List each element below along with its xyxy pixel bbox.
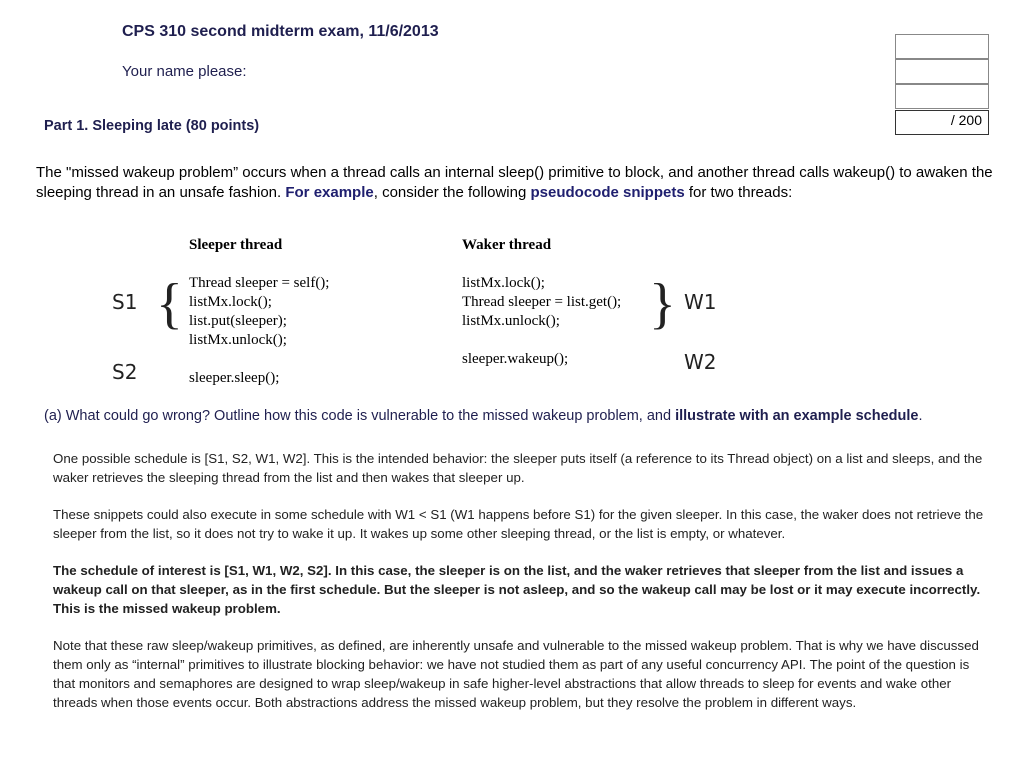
answer-paragraph-2: These snippets could also execute in some schedule with W1 < S1 (W1 happens before S1) for the given sleeper. In this case, the waker does not retrieve the sleeper from the list, so it does not try to wake it up. It wakes up some other sleeping thread, or the list is empty, or whatever. bbox=[53, 507, 984, 541]
score-total-label: / 200 bbox=[950, 112, 982, 128]
label-w2: W2 bbox=[684, 350, 717, 374]
code-line: Thread sleeper = self(); bbox=[189, 275, 330, 291]
question-a: (a) What could go wrong? Outline how this code is vulnerable to the missed wakeup problem, and illustrate with an example schedule. bbox=[44, 408, 923, 424]
code-blank-line bbox=[189, 350, 329, 369]
code-line: list.put(sleeper); bbox=[189, 313, 287, 329]
code-line: Thread sleeper = list.get(); bbox=[462, 294, 622, 310]
open-brace: { bbox=[156, 273, 183, 335]
code-line: listMx.lock(); bbox=[462, 275, 545, 291]
code-line: sleeper.sleep(); bbox=[189, 370, 280, 386]
score-box-2[interactable] bbox=[895, 59, 989, 84]
question-emphasis: illustrate with an example schedule bbox=[675, 408, 919, 424]
exam-title: CPS 310 second midterm exam, 11/6/2013 bbox=[122, 23, 439, 40]
label-s2: S2 bbox=[112, 360, 138, 384]
intro-emphasis-snippets: pseudocode snippets bbox=[530, 183, 685, 201]
intro-paragraph: The "missed wakeup problem” occurs when a thread calls an internal sleep() primitive to block, and another thread calls wakeup() to awaken the sleeping thread in an unsafe fashion. For example, consider the following pseudocode snippets for two threads: bbox=[36, 164, 993, 201]
label-w1: W1 bbox=[684, 290, 717, 314]
answer-paragraph-4: Note that these raw sleep/wakeup primitives, as defined, are inherently unsafe and vulnerable to the missed wakeup problem. That is why we have discussed them only as “internal” primitives to illustrate blocking behavior: we have not studied them as part of any useful concurrency API. The point of the question is that monitors and semaphores are designed to wrap sleep/wakeup in safe higher-level abstractions that allow threads to sleep for events and wake other threads when those events occur. Both abstractions address the missed wakeup problem, but they resolve the problem in different ways. bbox=[53, 638, 979, 710]
sleeper-code-block bbox=[189, 236, 329, 388]
code-line: listMx.unlock(); bbox=[189, 332, 287, 348]
name-prompt: Your name please: bbox=[122, 63, 247, 80]
answer-paragraph-1: One possible schedule is [S1, S2, W1, W2]. This is the intended behavior: the sleeper puts itself (a reference to its Thread object) on a list and sleeps, and the waker retrieves the sleeping thread from the list and then wakes that sleeper up. bbox=[53, 451, 983, 485]
part-title: Part 1. Sleeping late (80 points) bbox=[44, 118, 260, 134]
waker-heading: Waker thread bbox=[462, 237, 552, 253]
label-s1: S1 bbox=[112, 290, 138, 314]
score-box-1[interactable] bbox=[895, 34, 989, 59]
close-brace: } bbox=[649, 273, 676, 335]
answer-paragraph-3: The schedule of interest is [S1, W1, W2, S2]. In this case, the sleeper is on the list, and the waker retrieves that sleeper from the list and issues a wakeup call on that sleeper, as in the first schedule. But the sleeper is not asleep, and so the wakeup call may be lost or it may execute incorrectly. This is the missed wakeup problem. bbox=[53, 563, 981, 616]
code-line: listMx.unlock(); bbox=[462, 313, 560, 329]
score-box-3[interactable] bbox=[895, 84, 989, 109]
waker-code-block bbox=[462, 236, 621, 369]
intro-emphasis-example: For example bbox=[285, 183, 374, 201]
code-line: listMx.lock(); bbox=[189, 294, 272, 310]
score-total-box[interactable] bbox=[895, 110, 989, 135]
sleeper-heading: Sleeper thread bbox=[189, 237, 283, 253]
code-line: sleeper.wakeup(); bbox=[462, 351, 569, 367]
code-blank-line bbox=[462, 331, 621, 350]
